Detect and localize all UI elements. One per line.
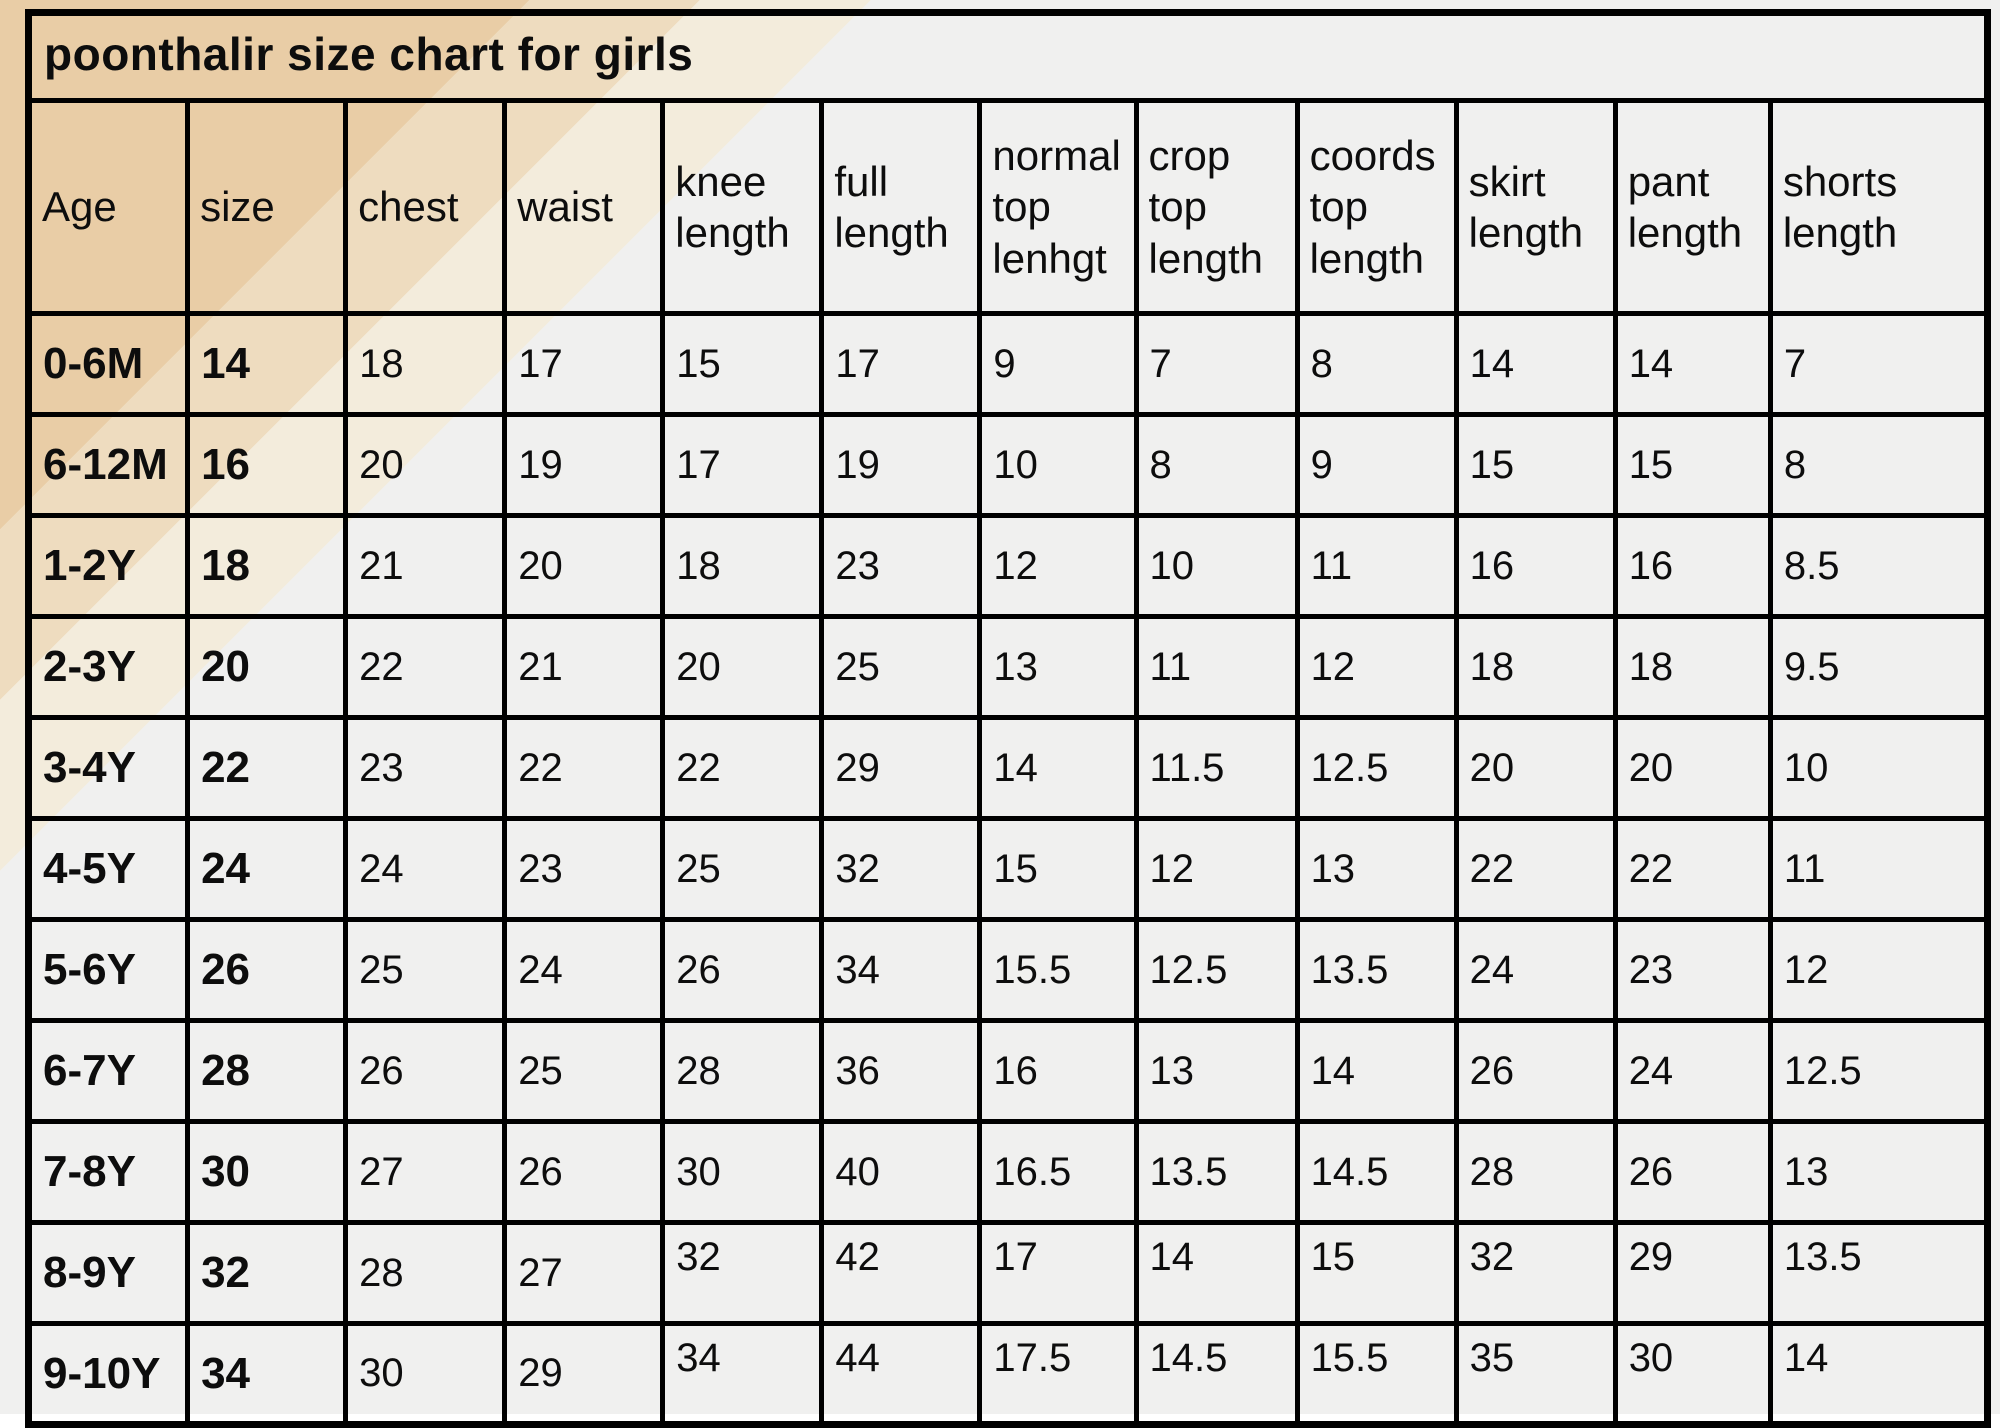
value-cell: 23 [346, 718, 505, 819]
value-cell: 25 [505, 1021, 663, 1122]
value-cell: 40 [822, 1122, 980, 1223]
value-cell: 9.5 [1770, 617, 1987, 718]
table-row [29, 415, 1988, 516]
value-cell: 17 [822, 314, 980, 415]
value-cell: 24 [1615, 1021, 1770, 1122]
value-cell: 18 [1456, 617, 1615, 718]
value-cell: 7 [1770, 314, 1987, 415]
value-cell: 14 [1136, 1223, 1297, 1324]
value-cell: 11 [1136, 617, 1297, 718]
table-row [29, 920, 1988, 1021]
value-cell: 15 [1456, 415, 1615, 516]
value-cell: 34 [663, 1324, 822, 1425]
value-cell: 15 [1297, 1223, 1456, 1324]
age-cell: 0-6M [29, 314, 188, 415]
table-body [29, 314, 1988, 1425]
column-header-full-length: full length [822, 101, 980, 314]
table-row [29, 1324, 1988, 1425]
column-header-age: Age [29, 101, 188, 314]
value-cell: 20 [663, 617, 822, 718]
value-cell: 12 [1136, 819, 1297, 920]
value-cell: 26 [346, 1021, 505, 1122]
size-cell: 16 [188, 415, 346, 516]
value-cell: 16 [980, 1021, 1136, 1122]
value-cell: 22 [663, 718, 822, 819]
value-cell: 21 [346, 516, 505, 617]
table-row [29, 819, 1988, 920]
value-cell: 27 [505, 1223, 663, 1324]
size-chart-table [25, 9, 1991, 1428]
value-cell: 21 [505, 617, 663, 718]
value-cell: 26 [663, 920, 822, 1021]
value-cell: 23 [505, 819, 663, 920]
value-cell: 10 [980, 415, 1136, 516]
value-cell: 29 [505, 1324, 663, 1425]
value-cell: 10 [1770, 718, 1987, 819]
age-cell: 6-12M [29, 415, 188, 516]
value-cell: 17 [980, 1223, 1136, 1324]
value-cell: 28 [1456, 1122, 1615, 1223]
value-cell: 11.5 [1136, 718, 1297, 819]
value-cell: 30 [1615, 1324, 1770, 1425]
value-cell: 34 [822, 920, 980, 1021]
column-header-normal-top-lenhgt: normal top lenhgt [980, 101, 1136, 314]
value-cell: 8 [1136, 415, 1297, 516]
value-cell: 8 [1770, 415, 1987, 516]
age-cell: 5-6Y [29, 920, 188, 1021]
value-cell: 44 [822, 1324, 980, 1425]
value-cell: 19 [822, 415, 980, 516]
value-cell: 22 [346, 617, 505, 718]
value-cell: 13 [1770, 1122, 1987, 1223]
size-cell: 18 [188, 516, 346, 617]
table-row [29, 314, 1988, 415]
value-cell: 15 [663, 314, 822, 415]
value-cell: 10 [1136, 516, 1297, 617]
table-row [29, 617, 1988, 718]
value-cell: 20 [1456, 718, 1615, 819]
column-header-skirt-length: skirt length [1456, 101, 1615, 314]
age-cell: 1-2Y [29, 516, 188, 617]
column-header-crop-top-length: crop top length [1136, 101, 1297, 314]
table-row [29, 1122, 1988, 1223]
value-cell: 29 [822, 718, 980, 819]
value-cell: 25 [346, 920, 505, 1021]
value-cell: 13.5 [1297, 920, 1456, 1021]
size-cell: 30 [188, 1122, 346, 1223]
value-cell: 15.5 [1297, 1324, 1456, 1425]
value-cell: 14 [1615, 314, 1770, 415]
value-cell: 11 [1297, 516, 1456, 617]
size-cell: 24 [188, 819, 346, 920]
age-cell: 3-4Y [29, 718, 188, 819]
table-row [29, 516, 1988, 617]
value-cell: 14.5 [1297, 1122, 1456, 1223]
table-row [29, 1021, 1988, 1122]
value-cell: 16.5 [980, 1122, 1136, 1223]
value-cell: 22 [1456, 819, 1615, 920]
value-cell: 7 [1136, 314, 1297, 415]
size-cell: 22 [188, 718, 346, 819]
age-cell: 6-7Y [29, 1021, 188, 1122]
value-cell: 20 [1615, 718, 1770, 819]
value-cell: 26 [505, 1122, 663, 1223]
value-cell: 12 [980, 516, 1136, 617]
value-cell: 16 [1615, 516, 1770, 617]
value-cell: 9 [1297, 415, 1456, 516]
value-cell: 17 [663, 415, 822, 516]
value-cell: 12 [1297, 617, 1456, 718]
table-row [29, 718, 1988, 819]
value-cell: 15.5 [980, 920, 1136, 1021]
value-cell: 30 [346, 1324, 505, 1425]
value-cell: 23 [822, 516, 980, 617]
value-cell: 13 [1136, 1021, 1297, 1122]
column-header-chest: chest [346, 101, 505, 314]
value-cell: 42 [822, 1223, 980, 1324]
size-cell: 26 [188, 920, 346, 1021]
size-cell: 34 [188, 1324, 346, 1425]
age-cell: 2-3Y [29, 617, 188, 718]
value-cell: 11 [1770, 819, 1987, 920]
value-cell: 17 [505, 314, 663, 415]
value-cell: 32 [663, 1223, 822, 1324]
value-cell: 14 [980, 718, 1136, 819]
value-cell: 27 [346, 1122, 505, 1223]
value-cell: 26 [1456, 1021, 1615, 1122]
value-cell: 20 [346, 415, 505, 516]
value-cell: 16 [1456, 516, 1615, 617]
column-header-shorts-length: shorts length [1770, 101, 1987, 314]
value-cell: 14 [1456, 314, 1615, 415]
age-cell: 4-5Y [29, 819, 188, 920]
column-header-waist: waist [505, 101, 663, 314]
value-cell: 26 [1615, 1122, 1770, 1223]
value-cell: 29 [1615, 1223, 1770, 1324]
size-cell: 28 [188, 1021, 346, 1122]
value-cell: 25 [822, 617, 980, 718]
value-cell: 23 [1615, 920, 1770, 1021]
value-cell: 8 [1297, 314, 1456, 415]
value-cell: 17.5 [980, 1324, 1136, 1425]
table-row [29, 1223, 1988, 1324]
column-header-knee-length: knee length [663, 101, 822, 314]
value-cell: 36 [822, 1021, 980, 1122]
value-cell: 13 [1297, 819, 1456, 920]
value-cell: 22 [1615, 819, 1770, 920]
value-cell: 32 [822, 819, 980, 920]
value-cell: 12.5 [1297, 718, 1456, 819]
value-cell: 15 [980, 819, 1136, 920]
value-cell: 24 [346, 819, 505, 920]
value-cell: 12.5 [1136, 920, 1297, 1021]
value-cell: 24 [1456, 920, 1615, 1021]
value-cell: 9 [980, 314, 1136, 415]
column-header-coords-top-length: coords top length [1297, 101, 1456, 314]
page-title: poonthalir size chart for girls [29, 13, 1988, 101]
value-cell: 18 [1615, 617, 1770, 718]
value-cell: 24 [505, 920, 663, 1021]
value-cell: 12.5 [1770, 1021, 1987, 1122]
value-cell: 19 [505, 415, 663, 516]
value-cell: 13.5 [1770, 1223, 1987, 1324]
size-cell: 14 [188, 314, 346, 415]
age-cell: 9-10Y [29, 1324, 188, 1425]
column-header-pant-length: pant length [1615, 101, 1770, 314]
value-cell: 14 [1297, 1021, 1456, 1122]
value-cell: 14 [1770, 1324, 1987, 1425]
value-cell: 18 [346, 314, 505, 415]
age-cell: 7-8Y [29, 1122, 188, 1223]
value-cell: 13.5 [1136, 1122, 1297, 1223]
value-cell: 20 [505, 516, 663, 617]
value-cell: 28 [663, 1021, 822, 1122]
value-cell: 18 [663, 516, 822, 617]
size-cell: 32 [188, 1223, 346, 1324]
value-cell: 25 [663, 819, 822, 920]
value-cell: 30 [663, 1122, 822, 1223]
value-cell: 8.5 [1770, 516, 1987, 617]
value-cell: 22 [505, 718, 663, 819]
age-cell: 8-9Y [29, 1223, 188, 1324]
value-cell: 35 [1456, 1324, 1615, 1425]
value-cell: 13 [980, 617, 1136, 718]
value-cell: 28 [346, 1223, 505, 1324]
column-header-size: size [188, 101, 346, 314]
header-row [29, 101, 1988, 314]
value-cell: 15 [1615, 415, 1770, 516]
value-cell: 32 [1456, 1223, 1615, 1324]
title-row [29, 13, 1988, 101]
value-cell: 12 [1770, 920, 1987, 1021]
size-cell: 20 [188, 617, 346, 718]
value-cell: 14.5 [1136, 1324, 1297, 1425]
